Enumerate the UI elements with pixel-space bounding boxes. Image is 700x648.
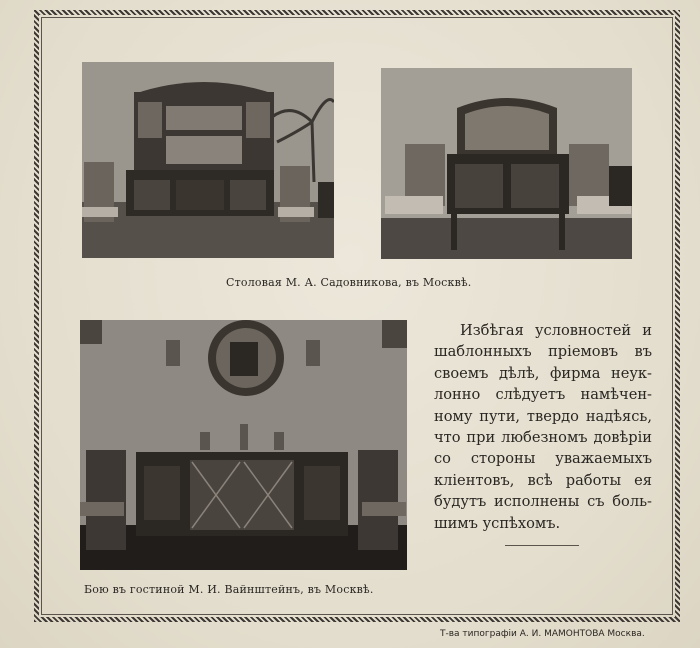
divider-rule — [505, 545, 579, 546]
photo-dining-room-sadovnikov — [82, 62, 334, 258]
photo-drawing-room-vainshtein — [80, 320, 407, 570]
caption-top-photos: Столовая М. А. Садовникова, въ Москвѣ. — [226, 276, 472, 289]
text-line: шимъ успѣхомъ. — [434, 514, 561, 532]
photo-buffet-with-mirror — [381, 68, 632, 259]
text-line: что при любезномъ довѣріи — [434, 429, 652, 447]
text-line: клiентовъ, всѣ работы ея — [434, 471, 652, 489]
text-line: Избѣгая условностей и — [460, 322, 652, 339]
caption-bottom-photo: Бою въ гостиной М. И. Вайнштейнъ, въ Москвѣ. — [84, 583, 374, 596]
text-line: шаблонныхъ пріемовъ въ — [434, 343, 652, 361]
text-line: будутъ исполнены съ боль- — [434, 493, 652, 511]
text-line: лонно слѣдуетъ намѣчен- — [434, 386, 652, 404]
printer-imprint: Т-ва типографіи А. И. МАМОНТОВА Москва. — [440, 629, 645, 639]
text-line: ному пути, твердо надѣясь, — [434, 407, 652, 425]
text-line: своемъ дѣлѣ, фирма неук- — [434, 364, 652, 382]
text-line: со стороны уважаемыхъ — [434, 450, 652, 468]
advertisement-text — [434, 320, 652, 534]
